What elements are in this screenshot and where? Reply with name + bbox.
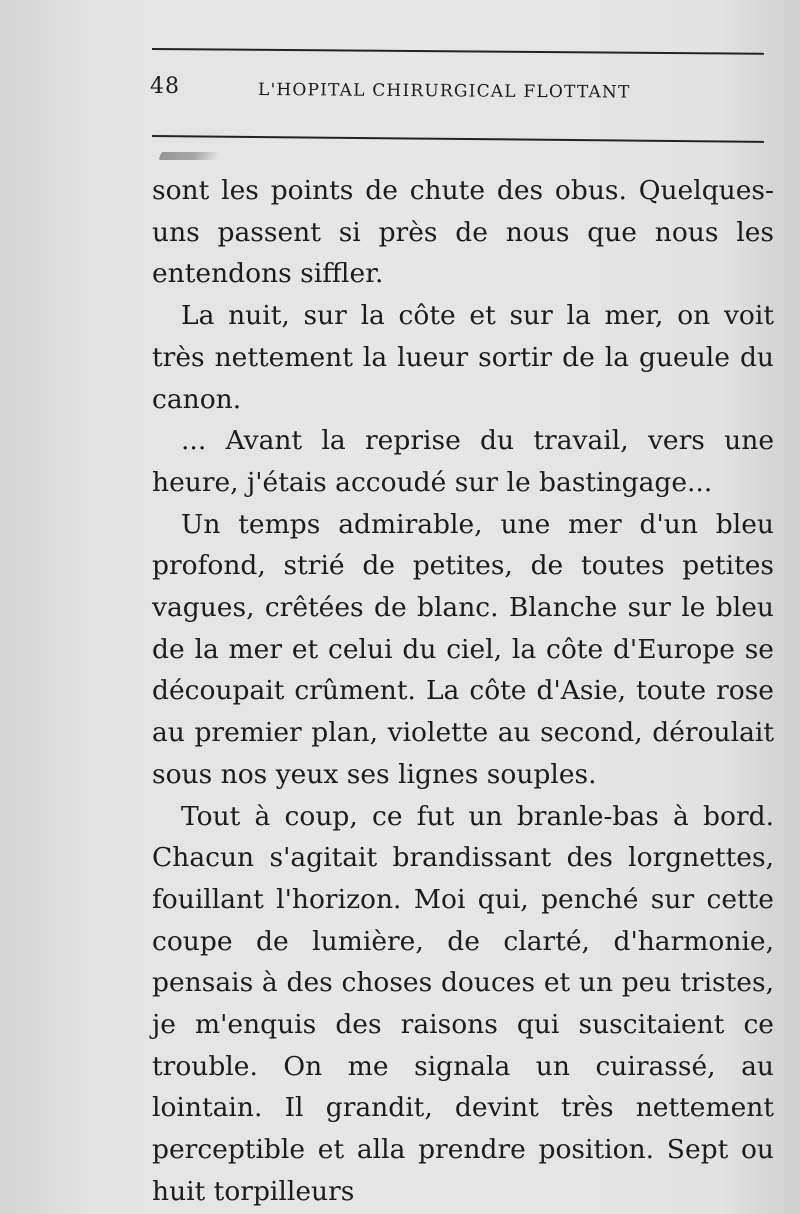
running-title: L'HOPITAL CHIRURGICAL FLOTTANT [257, 80, 631, 103]
ink-smudge [159, 152, 220, 160]
header-bottom-rule [152, 135, 764, 143]
body-text [152, 170, 774, 1213]
paragraph: ... Avant la reprise du travail, vers une heure, j'étais accoudé sur le bastingage... [152, 425, 774, 498]
header-top-rule [152, 48, 764, 55]
paragraph: La nuit, sur la côte et sur la mer, on voit très nettement la lueur sortir de la gueule du canon. [152, 300, 774, 415]
page-number: 48 [150, 74, 180, 99]
paragraph: Tout à coup, ce fut un branle-bas à bord. Chacun s'agitait brandissant des lorgnettes, fouillant l'horizon. Moi qui, penché sur cette coupe de lumière, de clarté, d'harmonie, pensais à des choses douces et un peu tristes, je m'enquis des raisons qui suscitaient ce trouble. On me signala un cuirassé, au lointain. Il grandit, devint très nettement perceptible et alla prendre position. Sept ou huit torpilleurs [152, 800, 774, 1207]
paragraph: sont les points de chute des obus. Quelques-uns passent si près de nous que nous les entendons siffler. [152, 175, 774, 290]
paragraph: Un temps admirable, une mer d'un bleu profond, strié de petites, de toutes petites vagues, crêtées de blanc. Blanche sur le bleu de la mer et celui du ciel, la côte d'Europe se découpait crûment. La côte d'Asie, toute rose au premier plan, violette au second, déroulait sous nos yeux ses lignes souples. [152, 508, 774, 790]
running-head [150, 74, 760, 104]
